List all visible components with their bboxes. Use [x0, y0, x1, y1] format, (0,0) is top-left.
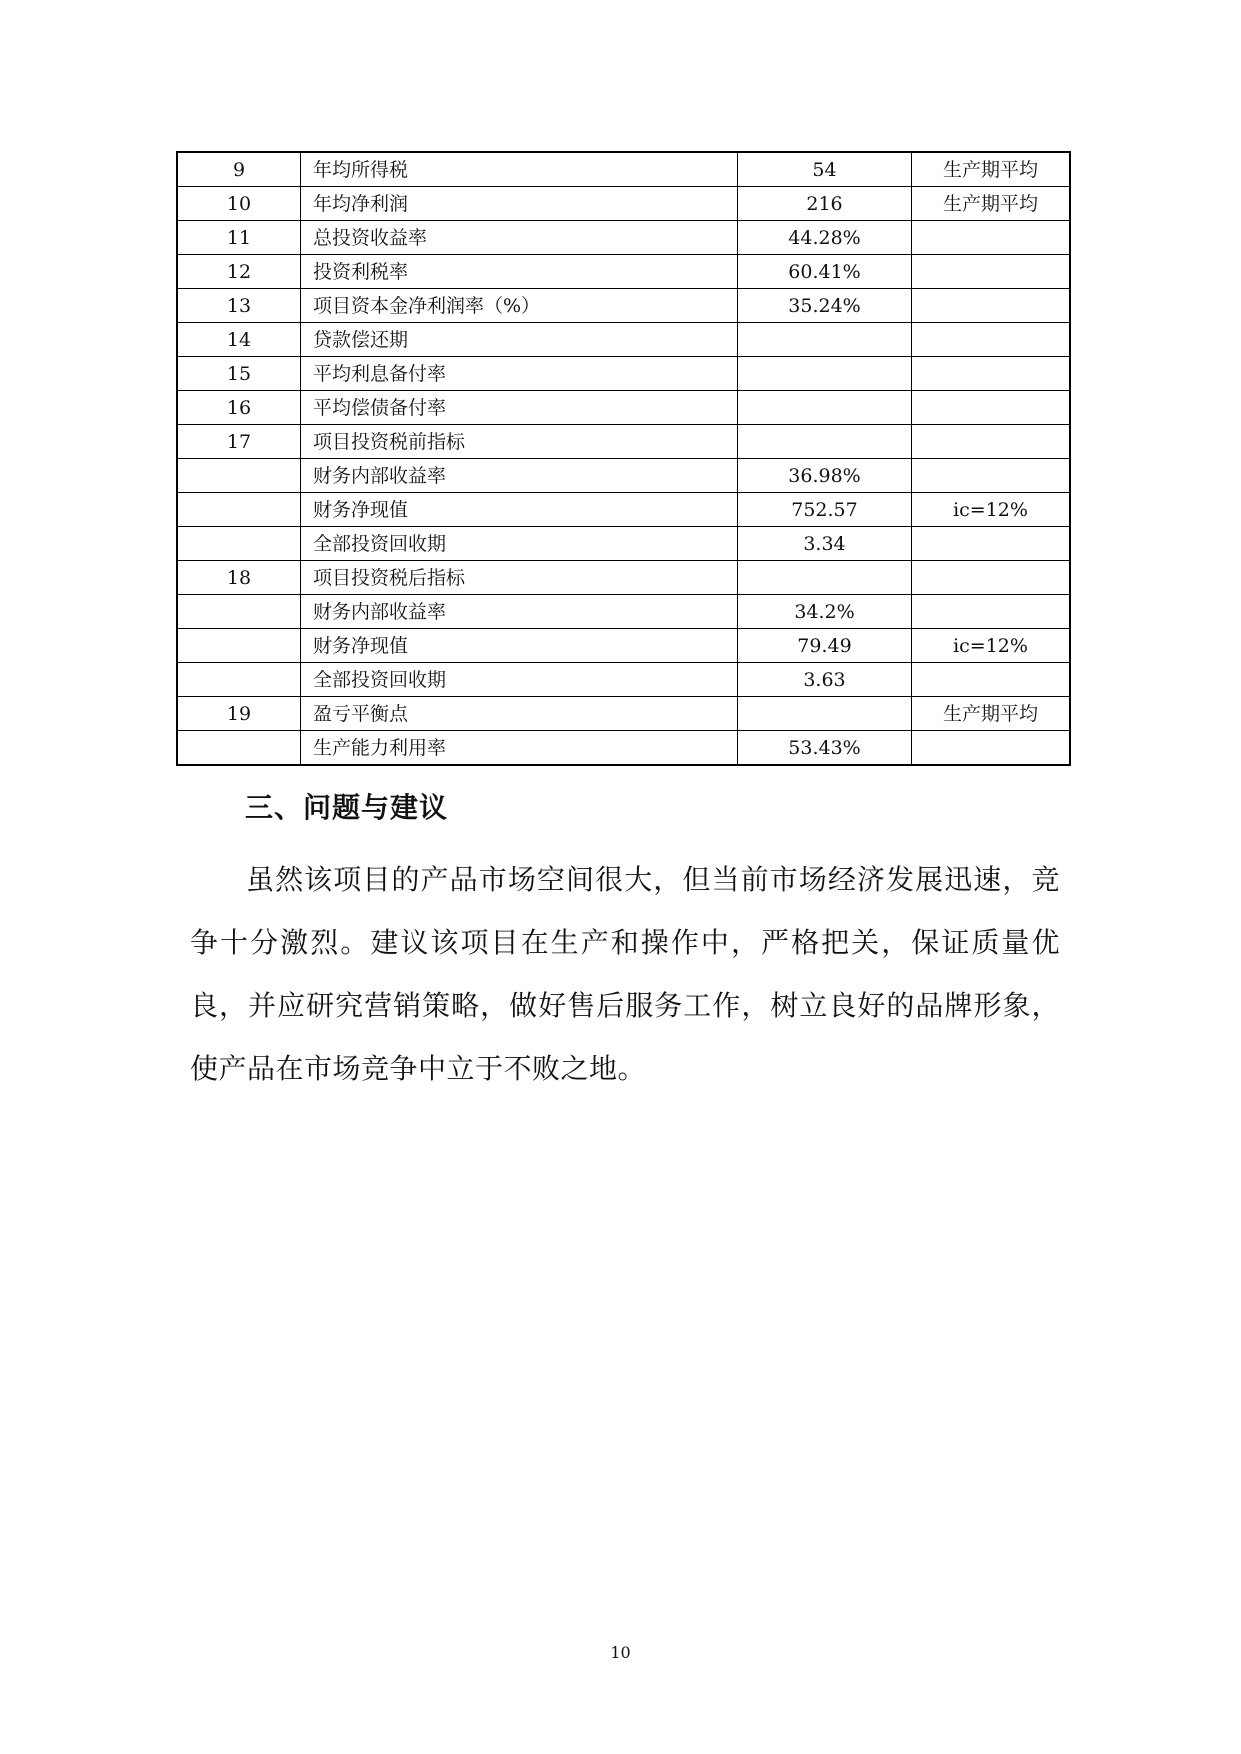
table-row	[177, 357, 1070, 391]
row-number-cell: 18	[177, 561, 301, 595]
indicator-value-cell: 79.49	[738, 629, 912, 663]
row-number-cell: 11	[177, 221, 301, 255]
note-cell: 生产期平均	[912, 187, 1071, 221]
indicator-name-cell: 全部投资回收期	[301, 527, 738, 561]
row-number-cell	[177, 459, 301, 493]
note-cell	[912, 289, 1071, 323]
table-row	[177, 152, 1070, 187]
note-cell	[912, 391, 1071, 425]
note-cell	[912, 459, 1071, 493]
note-cell	[912, 323, 1071, 357]
row-number-cell	[177, 595, 301, 629]
table-row	[177, 221, 1070, 255]
indicator-name-cell: 财务净现值	[301, 629, 738, 663]
table-row	[177, 255, 1070, 289]
note-cell	[912, 255, 1071, 289]
table-row	[177, 731, 1070, 766]
table-row	[177, 527, 1070, 561]
note-cell	[912, 357, 1071, 391]
indicator-name-cell: 贷款偿还期	[301, 323, 738, 357]
indicator-name-cell: 财务内部收益率	[301, 459, 738, 493]
indicator-name-cell: 盈亏平衡点	[301, 697, 738, 731]
row-number-cell: 15	[177, 357, 301, 391]
indicator-value-cell: 35.24%	[738, 289, 912, 323]
table-row	[177, 425, 1070, 459]
indicator-value-cell	[738, 425, 912, 459]
row-number-cell: 17	[177, 425, 301, 459]
row-number-cell	[177, 731, 301, 766]
section-heading: 三、问题与建议	[245, 791, 449, 824]
indicator-name-cell: 总投资收益率	[301, 221, 738, 255]
table-row	[177, 459, 1070, 493]
indicator-value-cell: 3.34	[738, 527, 912, 561]
indicator-value-cell	[738, 323, 912, 357]
table-row	[177, 391, 1070, 425]
indicator-value-cell: 60.41%	[738, 255, 912, 289]
indicator-value-cell	[738, 697, 912, 731]
indicator-name-cell: 全部投资回收期	[301, 663, 738, 697]
row-number-cell: 9	[177, 152, 301, 187]
row-number-cell	[177, 493, 301, 527]
note-cell	[912, 595, 1071, 629]
row-number-cell: 14	[177, 323, 301, 357]
row-number-cell: 13	[177, 289, 301, 323]
indicator-value-cell	[738, 391, 912, 425]
row-number-cell: 16	[177, 391, 301, 425]
indicator-name-cell: 年均净利润	[301, 187, 738, 221]
row-number-cell	[177, 629, 301, 663]
table-row	[177, 629, 1070, 663]
indicator-value-cell	[738, 561, 912, 595]
row-number-cell	[177, 527, 301, 561]
row-number-cell: 10	[177, 187, 301, 221]
indicator-name-cell: 生产能力利用率	[301, 731, 738, 766]
indicator-name-cell: 项目投资税前指标	[301, 425, 738, 459]
table-row	[177, 493, 1070, 527]
note-cell: ic=12%	[912, 493, 1071, 527]
table-row	[177, 697, 1070, 731]
note-cell	[912, 663, 1071, 697]
indicator-name-cell: 投资利税率	[301, 255, 738, 289]
row-number-cell	[177, 663, 301, 697]
indicator-name-cell: 财务内部收益率	[301, 595, 738, 629]
note-cell	[912, 425, 1071, 459]
table-row	[177, 323, 1070, 357]
indicator-name-cell: 平均利息备付率	[301, 357, 738, 391]
row-number-cell: 19	[177, 697, 301, 731]
body-paragraph: 虽然该项目的产品市场空间很大，但当前市场经济发展迅速，竞争十分激烈。建议该项目在生产和操作中，严格把关，保证质量优良，并应研究营销策略，做好售后服务工作，树立良好的品牌形象，使产品在市场竞争中立于不败之地。	[190, 863, 1060, 1085]
table-row	[177, 595, 1070, 629]
note-cell	[912, 731, 1071, 766]
note-cell: 生产期平均	[912, 697, 1071, 731]
table-row	[177, 561, 1070, 595]
indicator-value-cell: 36.98%	[738, 459, 912, 493]
indicator-value-cell: 54	[738, 152, 912, 187]
note-cell: 生产期平均	[912, 152, 1071, 187]
note-cell: ic=12%	[912, 629, 1071, 663]
table-row	[177, 289, 1070, 323]
page-number: 10	[610, 1643, 631, 1662]
indicator-value-cell: 34.2%	[738, 595, 912, 629]
indicator-value-cell	[738, 357, 912, 391]
indicator-name-cell: 财务净现值	[301, 493, 738, 527]
indicator-name-cell: 项目投资税后指标	[301, 561, 738, 595]
row-number-cell: 12	[177, 255, 301, 289]
indicator-table-body	[177, 152, 1070, 765]
note-cell	[912, 527, 1071, 561]
indicator-value-cell: 44.28%	[738, 221, 912, 255]
indicator-value-cell: 216	[738, 187, 912, 221]
note-cell	[912, 221, 1071, 255]
indicator-value-cell: 752.57	[738, 493, 912, 527]
table-row	[177, 187, 1070, 221]
indicator-value-cell: 3.63	[738, 663, 912, 697]
indicator-value-cell: 53.43%	[738, 731, 912, 766]
indicator-name-cell: 年均所得税	[301, 152, 738, 187]
indicator-name-cell: 平均偿债备付率	[301, 391, 738, 425]
indicator-table	[176, 151, 1071, 766]
note-cell	[912, 561, 1071, 595]
table-row	[177, 663, 1070, 697]
indicator-name-cell: 项目资本金净利润率（%）	[301, 289, 738, 323]
